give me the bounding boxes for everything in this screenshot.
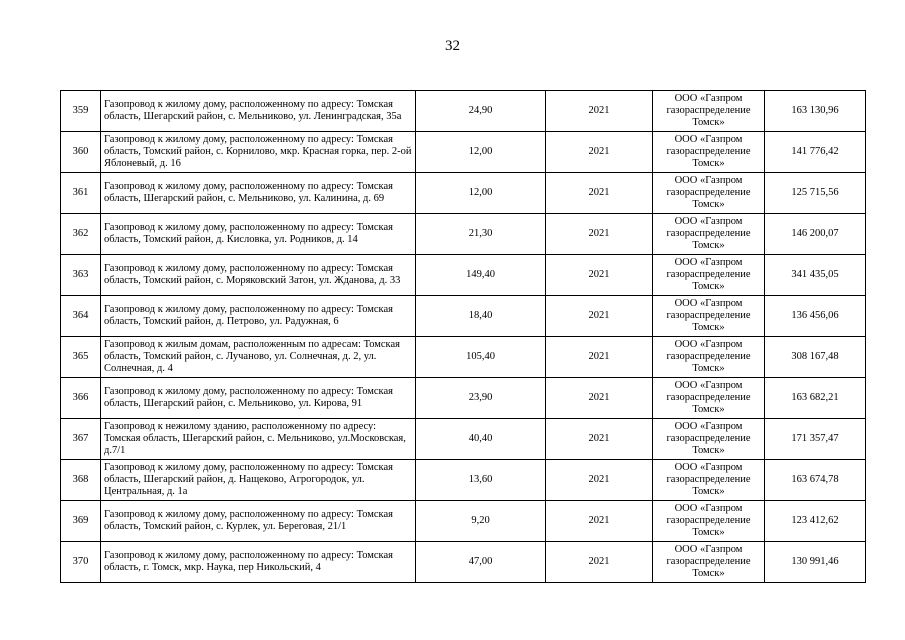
- commission-year: 2021: [546, 337, 653, 378]
- table-row: [61, 501, 866, 542]
- book-value: 163 130,96: [765, 91, 866, 132]
- row-number: 359: [61, 91, 101, 132]
- book-value: 123 412,62: [765, 501, 866, 542]
- owner-organization: ООО «Газпром газораспределение Томск»: [653, 337, 765, 378]
- owner-organization: ООО «Газпром газораспределение Томск»: [653, 542, 765, 583]
- object-description: Газопровод к жилому дому, расположенному по адресу: Томская область, Томский район, с. Моряковский Затон, ул. Жданова, д. 33: [101, 255, 416, 296]
- owner-organization: ООО «Газпром газораспределение Томск»: [653, 214, 765, 255]
- table-row: [61, 214, 866, 255]
- object-description: Газопровод к жилым домам, расположенным по адресам: Томская область, Томский район, с. Лучаново, ул. Солнечная, д. 2, ул. Солнечная, д. 4: [101, 337, 416, 378]
- object-description: Газопровод к жилому дому, расположенному по адресу: Томская область, Шегарский район, с. Мельниково, ул. Калинина, д. 69: [101, 173, 416, 214]
- object-description: Газопровод к жилому дому, расположенному по адресу: Томская область, Шегарский район, с. Мельниково, ул. Кирова, 91: [101, 378, 416, 419]
- registry-table-body: [61, 91, 866, 583]
- table-row: [61, 337, 866, 378]
- book-value: 136 456,06: [765, 296, 866, 337]
- object-description: Газопровод к жилому дому, расположенному по адресу: Томская область, г. Томск, мкр. Наука, пер Никольский, 4: [101, 542, 416, 583]
- table-row: [61, 173, 866, 214]
- pipeline-length: 47,00: [416, 542, 546, 583]
- owner-organization: ООО «Газпром газораспределение Томск»: [653, 460, 765, 501]
- book-value: 341 435,05: [765, 255, 866, 296]
- pipeline-length: 13,60: [416, 460, 546, 501]
- commission-year: 2021: [546, 419, 653, 460]
- table-row: [61, 419, 866, 460]
- table-row: [61, 255, 866, 296]
- pipeline-length: 9,20: [416, 501, 546, 542]
- pipeline-length: 12,00: [416, 173, 546, 214]
- owner-organization: ООО «Газпром газораспределение Томск»: [653, 255, 765, 296]
- owner-organization: ООО «Газпром газораспределение Томск»: [653, 91, 765, 132]
- pipeline-length: 105,40: [416, 337, 546, 378]
- object-description: Газопровод к жилому дому, расположенному по адресу: Томская область, Шегарский район, с. Мельниково, ул. Ленинградская, 35а: [101, 91, 416, 132]
- table-row: [61, 460, 866, 501]
- row-number: 366: [61, 378, 101, 419]
- commission-year: 2021: [546, 132, 653, 173]
- pipeline-length: 18,40: [416, 296, 546, 337]
- row-number: 364: [61, 296, 101, 337]
- owner-organization: ООО «Газпром газораспределение Томск»: [653, 296, 765, 337]
- table-row: [61, 91, 866, 132]
- row-number: 360: [61, 132, 101, 173]
- row-number: 369: [61, 501, 101, 542]
- row-number: 370: [61, 542, 101, 583]
- pipeline-length: 40,40: [416, 419, 546, 460]
- book-value: 141 776,42: [765, 132, 866, 173]
- pipeline-length: 24,90: [416, 91, 546, 132]
- object-description: Газопровод к жилому дому, расположенному по адресу: Томская область, Томский район, д. Петрово, ул. Радужная, 6: [101, 296, 416, 337]
- book-value: 163 682,21: [765, 378, 866, 419]
- commission-year: 2021: [546, 501, 653, 542]
- commission-year: 2021: [546, 542, 653, 583]
- registry-table: [60, 90, 866, 583]
- commission-year: 2021: [546, 173, 653, 214]
- owner-organization: ООО «Газпром газораспределение Томск»: [653, 378, 765, 419]
- book-value: 308 167,48: [765, 337, 866, 378]
- row-number: 367: [61, 419, 101, 460]
- object-description: Газопровод к жилому дому, расположенному по адресу: Томская область, Томский район, с. Корнилово, мкр. Красная горка, пер. 2-ой Яблоневый, д. 16: [101, 132, 416, 173]
- page-number: 32: [445, 38, 460, 54]
- owner-organization: ООО «Газпром газораспределение Томск»: [653, 173, 765, 214]
- book-value: 125 715,56: [765, 173, 866, 214]
- table-row: [61, 296, 866, 337]
- owner-organization: ООО «Газпром газораспределение Томск»: [653, 132, 765, 173]
- pipeline-length: 149,40: [416, 255, 546, 296]
- table-row: [61, 542, 866, 583]
- owner-organization: ООО «Газпром газораспределение Томск»: [653, 501, 765, 542]
- commission-year: 2021: [546, 378, 653, 419]
- commission-year: 2021: [546, 214, 653, 255]
- pipeline-length: 23,90: [416, 378, 546, 419]
- table-row: [61, 132, 866, 173]
- owner-organization: ООО «Газпром газораспределение Томск»: [653, 419, 765, 460]
- commission-year: 2021: [546, 255, 653, 296]
- book-value: 163 674,78: [765, 460, 866, 501]
- row-number: 368: [61, 460, 101, 501]
- commission-year: 2021: [546, 460, 653, 501]
- object-description: Газопровод к нежилому зданию, расположенному по адресу: Томская область, Шегарский район, с. Мельниково, ул.Московская, д.7/1: [101, 419, 416, 460]
- book-value: 130 991,46: [765, 542, 866, 583]
- object-description: Газопровод к жилому дому, расположенному по адресу: Томская область, Шегарский район, д. Нащеково, Агрогородок, ул. Центральная, д. 1а: [101, 460, 416, 501]
- pipeline-length: 12,00: [416, 132, 546, 173]
- book-value: 171 357,47: [765, 419, 866, 460]
- pipeline-length: 21,30: [416, 214, 546, 255]
- table-row: [61, 378, 866, 419]
- commission-year: 2021: [546, 91, 653, 132]
- row-number: 363: [61, 255, 101, 296]
- row-number: 362: [61, 214, 101, 255]
- row-number: 361: [61, 173, 101, 214]
- object-description: Газопровод к жилому дому, расположенному по адресу: Томская область, Томский район, д. Кисловка, ул. Родников, д. 14: [101, 214, 416, 255]
- row-number: 365: [61, 337, 101, 378]
- object-description: Газопровод к жилому дому, расположенному по адресу: Томская область, Томский район, с. Курлек, ул. Береговая, 21/1: [101, 501, 416, 542]
- commission-year: 2021: [546, 296, 653, 337]
- book-value: 146 200,07: [765, 214, 866, 255]
